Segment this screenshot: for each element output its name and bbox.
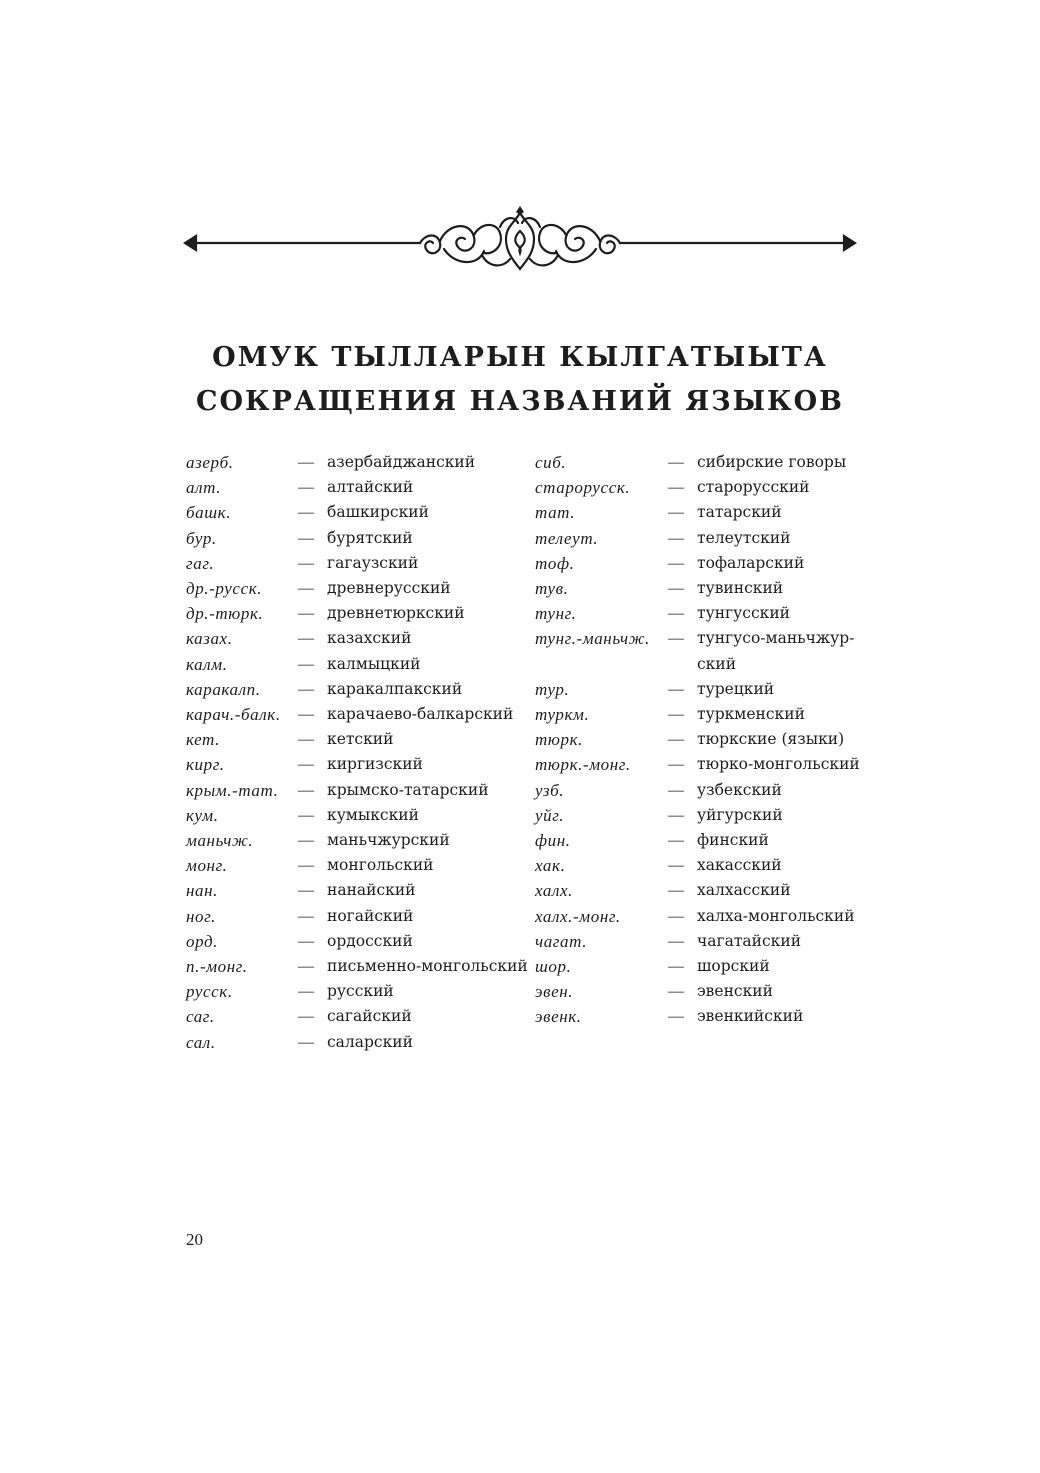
abbreviation-entry: [186, 853, 528, 878]
language-name: азербайджанский: [327, 453, 476, 471]
abbreviation: саг.: [186, 1007, 215, 1027]
abbreviation: уйг.: [535, 805, 565, 825]
language-name: карачаево-балкарский: [327, 705, 514, 724]
dash-separator: —: [298, 857, 314, 875]
abbreviation-entry: [535, 551, 860, 576]
language-name: халхасский: [697, 881, 791, 900]
left-column: [186, 450, 528, 1055]
language-name: сибирские говоры: [697, 453, 847, 471]
abbreviation-entry: [186, 601, 528, 626]
dash-separator: —: [668, 932, 684, 950]
abbreviation-entry: [535, 601, 860, 626]
abbreviation: казах.: [186, 629, 233, 649]
dash-separator: —: [668, 680, 684, 698]
language-name: шорский: [697, 957, 770, 976]
dash-separator: —: [668, 580, 684, 598]
abbreviation: калм.: [186, 654, 228, 674]
abbreviation: старорусск.: [535, 478, 631, 498]
page-number: 20: [186, 1230, 203, 1249]
abbreviation-entry: [535, 475, 860, 500]
dash-separator: —: [298, 454, 314, 471]
dash-separator: —: [668, 504, 684, 522]
abbreviation-entry: [186, 778, 528, 803]
dash-separator: —: [298, 706, 314, 724]
abbreviation: шор.: [535, 957, 572, 977]
dash-separator: —: [668, 857, 684, 875]
dash-separator: —: [298, 605, 314, 623]
abbreviation: эвенк.: [535, 1007, 582, 1027]
language-name: киргизский: [327, 755, 423, 774]
abbreviation: кирг.: [186, 755, 225, 775]
language-name: узбекский: [697, 780, 782, 799]
language-name: древнерусский: [327, 579, 451, 598]
language-name: гагаузский: [327, 553, 419, 572]
abbreviation: башк.: [186, 503, 232, 523]
abbreviation-entry: [535, 526, 860, 551]
dash-separator: —: [298, 479, 314, 497]
abbreviation-entry: [186, 954, 528, 979]
dash-separator: —: [298, 580, 314, 598]
dash-separator: —: [298, 781, 314, 799]
abbreviation: п.-монг.: [186, 957, 248, 977]
heading-line-2: СОКРАЩЕНИЯ НАЗВАНИЙ ЯЗЫКОВ: [196, 386, 844, 417]
language-name: эвенский: [697, 982, 773, 1001]
abbreviation: халх.: [535, 881, 574, 901]
abbreviation: тюрк.: [535, 730, 583, 750]
abbreviation-entry: [535, 954, 860, 979]
language-name: тофаларский: [697, 553, 805, 572]
language-name: туркменский: [697, 705, 805, 724]
language-name: монгольский: [327, 856, 434, 875]
abbreviation: др.-русск.: [186, 579, 263, 599]
abbreviation: гаг.: [186, 553, 215, 573]
abbreviation: монг.: [186, 856, 228, 876]
abbreviation: тюрк.-монг.: [535, 755, 631, 775]
abbreviation: тув.: [535, 579, 569, 599]
dash-separator: —: [668, 781, 684, 799]
language-name: калмыцкий: [327, 654, 421, 673]
dash-separator: —: [668, 454, 684, 471]
language-name: кумыкский: [327, 805, 419, 824]
abbreviation: кум.: [186, 805, 219, 825]
dash-separator: —: [668, 882, 684, 900]
dash-separator: —: [298, 1033, 314, 1051]
dash-separator: —: [298, 504, 314, 522]
abbreviation-entry: [186, 526, 528, 551]
abbreviation-entry: [186, 803, 528, 828]
abbreviation-entry: [535, 828, 860, 853]
abbreviation-entry: [186, 677, 528, 702]
abbreviation: халх.-монг.: [535, 906, 621, 926]
abbreviation: сал.: [186, 1032, 216, 1052]
language-name: тюрко-монгольский: [697, 755, 860, 774]
language-name: ногайский: [327, 906, 414, 925]
abbreviation: кет.: [186, 730, 220, 750]
dash-separator: —: [668, 529, 684, 547]
dash-separator: —: [668, 706, 684, 724]
abbreviation-entry: [535, 929, 860, 954]
abbreviation-entry: [535, 450, 860, 475]
dash-separator: —: [668, 907, 684, 925]
abbreviation: туркм.: [535, 705, 590, 725]
abbreviation-entry: [186, 500, 528, 525]
heading-line-1: ОМУК ТЫЛЛАРЫН КЫЛГАТЫЫТА: [212, 342, 828, 373]
abbreviation-entry: [535, 626, 860, 651]
abbreviation: бур.: [186, 528, 217, 548]
abbreviation-entry: [535, 904, 860, 929]
abbreviation: маньчж.: [186, 831, 254, 851]
dash-separator: —: [298, 832, 314, 850]
indent-spacer: [668, 652, 697, 677]
abbreviation-entry: [186, 904, 528, 929]
dash-separator: —: [668, 1008, 684, 1026]
abbreviation: каракалп.: [186, 679, 261, 699]
language-name: уйгурский: [697, 805, 783, 824]
language-name: халха-монгольский: [697, 906, 855, 925]
language-name: башкирский: [327, 503, 429, 522]
dash-separator: —: [668, 731, 684, 749]
dash-separator: —: [298, 554, 314, 572]
dash-separator: —: [668, 983, 684, 1001]
abbreviation-entry: [186, 652, 528, 677]
right-column: [535, 450, 860, 1030]
abbreviation: ног.: [186, 906, 216, 926]
language-name: хакасский: [697, 856, 782, 875]
abbreviation: эвен.: [535, 982, 574, 1002]
language-name: саларский: [327, 1032, 413, 1051]
abbreviation-entry: [186, 576, 528, 601]
abbreviation: фин.: [535, 831, 571, 851]
abbreviation-entry: [186, 929, 528, 954]
decorative-ornament: [182, 205, 858, 280]
dash-separator: —: [298, 983, 314, 1001]
abbreviation-entry: [535, 803, 860, 828]
abbreviation-entry: [186, 979, 528, 1004]
dash-separator: —: [298, 680, 314, 698]
language-name: древнетюркский: [327, 604, 465, 623]
abbreviation: крым.-тат.: [186, 780, 279, 800]
abbreviation: сиб.: [535, 453, 567, 472]
abbreviation: русск.: [186, 982, 233, 1002]
abbreviation-entry: [535, 727, 860, 752]
abbreviation-entry: [186, 626, 528, 651]
dash-separator: —: [298, 630, 314, 648]
dash-separator: —: [298, 932, 314, 950]
indent-spacer: [535, 652, 668, 677]
language-name: сагайский: [327, 1007, 412, 1026]
dash-separator: —: [668, 479, 684, 497]
abbreviation-entry: [186, 878, 528, 903]
abbreviation-entry: [186, 1004, 528, 1029]
language-name: финский: [697, 831, 769, 850]
dash-separator: —: [298, 1008, 314, 1026]
language-name: алтайский: [327, 478, 414, 497]
abbreviation-entry: [535, 979, 860, 1004]
language-name: тунгусский: [697, 604, 790, 623]
abbreviation-entry: [186, 828, 528, 853]
language-name: чагатайский: [697, 931, 802, 950]
dash-separator: —: [668, 554, 684, 572]
dash-separator: —: [298, 756, 314, 774]
language-name: тувинский: [697, 579, 784, 598]
language-name: тюркские (языки): [697, 730, 845, 749]
language-name: нанайский: [327, 881, 416, 900]
dash-separator: —: [668, 832, 684, 850]
language-name: кетский: [327, 730, 394, 749]
abbreviation: тоф.: [535, 553, 575, 573]
dash-separator: —: [298, 731, 314, 749]
abbreviation: тур.: [535, 679, 570, 699]
abbreviation-entry: [186, 702, 528, 727]
abbreviation: чагат.: [535, 931, 588, 951]
abbreviation-entry: [535, 752, 860, 777]
dash-separator: —: [298, 529, 314, 547]
abbreviation: нан.: [186, 881, 219, 901]
language-name: каракалпакский: [327, 679, 463, 698]
language-name: старорусский: [697, 478, 810, 497]
abbreviation-entry: [186, 752, 528, 777]
dash-separator: —: [668, 958, 684, 976]
language-name: турецкий: [697, 679, 775, 698]
abbreviation: телеут.: [535, 528, 599, 548]
language-name: русский: [327, 982, 394, 1001]
language-name: телеутский: [697, 528, 791, 547]
dash-separator: —: [668, 605, 684, 623]
language-name: письменно-монгольский: [327, 957, 528, 976]
abbreviation: узб.: [535, 780, 565, 800]
abbreviation: хак.: [535, 856, 566, 876]
abbreviation-entry: [535, 576, 860, 601]
language-name: тунгусо-маньчжур-: [697, 629, 855, 648]
abbreviation: азерб.: [186, 453, 234, 472]
abbreviation: тат.: [535, 503, 576, 523]
dash-separator: —: [298, 907, 314, 925]
abbreviation: тунг.: [535, 604, 577, 624]
abbreviation-entry: [535, 853, 860, 878]
abbreviation-entry: [535, 702, 860, 727]
abbreviation: др.-тюрк.: [186, 604, 264, 624]
abbreviation-entry: [535, 500, 860, 525]
abbreviation-entry: [535, 878, 860, 903]
abbreviation-entry: [186, 1030, 528, 1055]
language-name: казахский: [327, 629, 412, 648]
language-name: татарский: [697, 503, 782, 522]
abbreviation-entry: [535, 778, 860, 803]
language-name: бурятский: [327, 528, 413, 547]
abbreviation: карач.-балк.: [186, 705, 281, 725]
abbreviation-entry: [535, 677, 860, 702]
abbreviation-entry-continuation: [535, 652, 860, 677]
language-name: эвенкийский: [697, 1007, 804, 1026]
language-name: ордосский: [327, 931, 413, 950]
abbreviation-entry: [186, 450, 528, 475]
abbreviation-entry: [186, 727, 528, 752]
dash-separator: —: [298, 958, 314, 976]
abbreviation-entry: [535, 1004, 860, 1029]
dash-separator: —: [668, 806, 684, 824]
dash-separator: —: [298, 806, 314, 824]
dash-separator: —: [298, 882, 314, 900]
language-name-continuation: ский: [697, 654, 737, 673]
dash-separator: —: [668, 630, 684, 648]
abbreviation-entry: [186, 551, 528, 576]
abbreviation: тунг.-маньчж.: [535, 629, 650, 649]
dash-separator: —: [298, 655, 314, 673]
dash-separator: —: [668, 756, 684, 774]
abbreviation: алт.: [186, 478, 222, 498]
language-name: крымско-татарский: [327, 780, 489, 799]
language-name: маньчжурский: [327, 831, 450, 850]
abbreviation: орд.: [186, 931, 219, 951]
abbreviation-entry: [186, 475, 528, 500]
